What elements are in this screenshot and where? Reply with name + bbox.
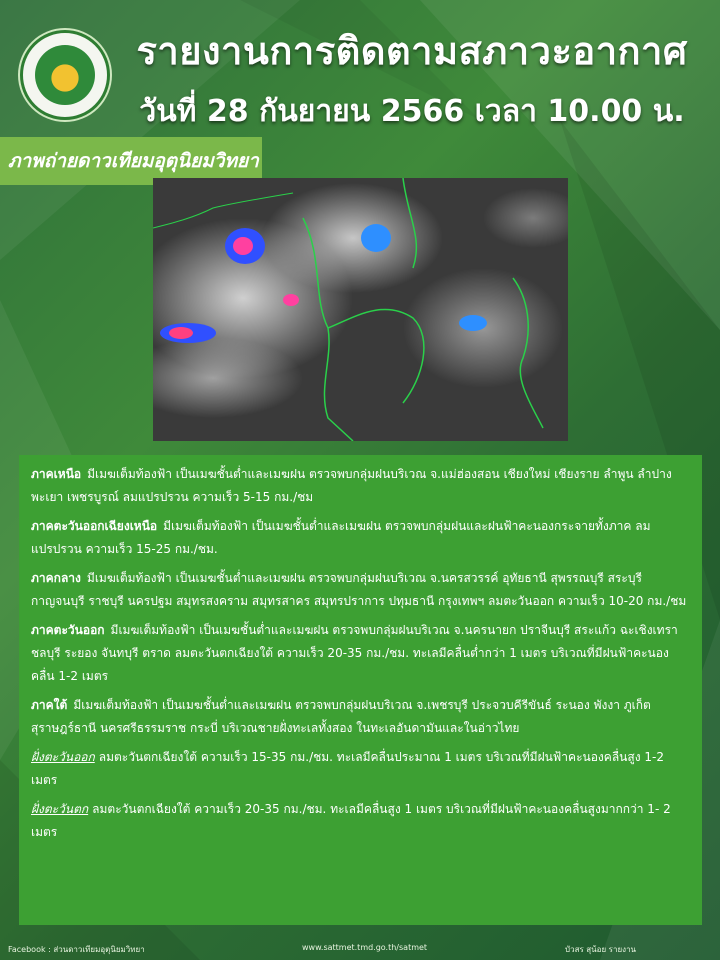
weather-report-panel (19, 455, 702, 925)
region-text: มีเมฆเต็มท้องฟ้า เป็นเมฆชั้นต่ำและเมฆฝน ตรวจพบกลุ่มฝนและฝนฟ้าคะนองกระจายทั้งภาค ลมแปรปรวน ความเร็ว 15-25 กม./ชม. (31, 519, 651, 556)
coast-text: ลมตะวันตกเฉียงใต้ ความเร็ว 20-35 กม./ชม. ทะเลมีคลื่นสูง 1 เมตร บริเวณที่มีฝนฟ้าคะนองคลื่นสูงมากกว่า 1- 2 เมตร (31, 802, 671, 839)
coast-label: ฝั่งตะวันออก (31, 750, 95, 764)
coast-text: ลมตะวันตกเฉียงใต้ ความเร็ว 15-35 กม./ชม. ทะเลมีคลื่นประมาณ 1 เมตร บริเวณที่มีฝนฟ้าคะนองคลื่นสูง 1-2 เมตร (31, 750, 664, 787)
logo-emblem (35, 45, 95, 105)
report-northeast (31, 515, 692, 561)
region-label: ภาคตะวันออกเฉียงเหนือ (31, 519, 158, 533)
report-west-coast (31, 798, 692, 844)
region-text: มีเมฆเต็มท้องฟ้า เป็นเมฆชั้นต่ำและเมฆฝน ตรวจพบกลุ่มฝนบริเวณ จ.นครสวรรค์ อุทัยธานี สุพรรณบุรี สระบุรี กาญจนบุรี ราชบุรี นครปฐม สมุทรสงคราม สมุทรสาคร สมุทรปราการ ปทุมธานี กรุงเทพฯ ลมตะวันออก ความเร็ว 10-20 กม./ชม (31, 571, 687, 608)
page-subtitle: วันที่ 28 กันยายน 2566 เวลา 10.00 น. (139, 94, 685, 129)
region-text: มีเมฆเต็มท้องฟ้า เป็นเมฆชั้นต่ำและเมฆฝน ตรวจพบกลุ่มฝนบริเวณ จ.แม่ฮ่องสอน เชียงใหม่ เชียงราย ลำพูน ลำปาง พะเยา เพชรบูรณ์ ลมแปรปรวน ความเร็ว 5-15 กม./ชม (31, 467, 672, 504)
report-east (31, 619, 692, 688)
satellite-image (153, 178, 568, 441)
report-east-coast (31, 746, 692, 792)
region-text: มีเมฆเต็มท้องฟ้า เป็นเมฆชั้นต่ำและเมฆฝน ตรวจพบกลุ่มฝนบริเวณ จ.เพชรบุรี ประจวบคีรีขันธ์ ระนอง พังงา ภูเก็ต สุราษฎร์ธานี นครศรีธรรมราช กระบี่ บริเวณชายฝั่งทะเลทั้งสอง ในทะเลอันดามันและในอ่าวไทย (31, 698, 651, 735)
region-label: ภาคใต้ (31, 698, 68, 712)
section-banner: ภาพถ่ายดาวเทียมอุตุนิยมวิทยา (0, 137, 262, 185)
footer-facebook: Facebook : ส่วนดาวเทียมอุตุนิยมวิทยา (8, 945, 145, 954)
region-label: ภาคเหนือ (31, 467, 82, 481)
region-text: มีเมฆเต็มท้องฟ้า เป็นเมฆชั้นต่ำและเมฆฝน ตรวจพบกลุ่มฝนบริเวณ จ.นครนายก ปราจีนบุรี สระแก้ว ฉะเชิงเทรา ชลบุรี ระยอง จันทบุรี ตราด ลมตะวันตกเฉียงใต้ ความเร็ว 20-35 กม./ชม. ทะเลมีคลื่นต่ำกว่า 1 เมตร บริเวณที่มีฝนฟ้าคะนองคลื่น 1-2 เมตร (31, 623, 678, 683)
coast-label: ฝั่งตะวันตก (31, 802, 89, 816)
region-label: ภาคกลาง (31, 571, 81, 585)
footer (0, 938, 720, 960)
report-south (31, 694, 692, 740)
report-central (31, 567, 692, 613)
tmd-logo-icon (20, 30, 110, 120)
page-title: รายงานการติดตามสภาวะอากาศ (136, 29, 688, 73)
footer-website: www.sattmet.tmd.go.th/satmet (302, 943, 428, 952)
region-label: ภาคตะวันออก (31, 623, 105, 637)
footer-reporter: บัวสร สุน้อย รายงาน (565, 945, 637, 954)
report-north (31, 463, 692, 509)
